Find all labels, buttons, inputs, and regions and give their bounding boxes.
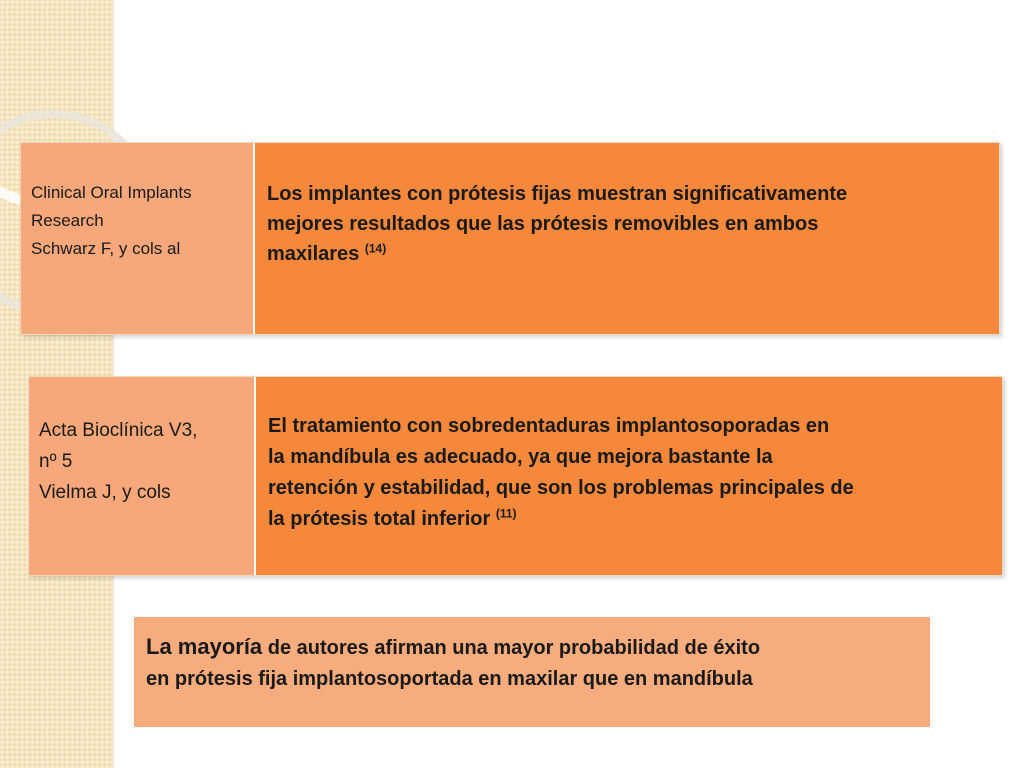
source-line: nº 5 <box>39 451 73 472</box>
source-cell <box>21 143 255 334</box>
source-line: Schwarz F, y cols al <box>31 239 181 258</box>
finding-line: retención y estabilidad, que son los problemas principales de <box>268 477 854 499</box>
conclusion-lead: La mayoría <box>146 634 263 659</box>
finding-text: la prótesis total inferior <box>268 508 491 530</box>
conclusion-line-2: en prótesis fija implantosoportada en maxilar que en mandíbula <box>146 668 753 690</box>
reference-number: (14) <box>364 241 387 256</box>
source-line: Research <box>31 211 104 230</box>
finding-line: El tratamiento con sobredentaduras implantosoporadas en <box>268 415 830 437</box>
reference-number: (11) <box>495 506 517 521</box>
source-line: Vielma J, y cols <box>39 482 171 503</box>
source-cell <box>29 377 256 575</box>
finding-cell <box>256 377 1002 575</box>
finding-cell <box>255 143 999 334</box>
study-card-1 <box>20 142 1000 335</box>
finding-text: maxilares <box>267 243 360 265</box>
source-line: Clinical Oral Implants <box>31 183 192 202</box>
finding-line-last <box>267 239 987 269</box>
conclusion-text: de autores afirman una mayor probabilidad de éxito <box>262 637 761 659</box>
finding-line: Los implantes con prótesis fijas muestran significativamente <box>267 183 848 205</box>
conclusion-box <box>134 617 930 727</box>
finding-line: mejores resultados que las prótesis removibles en ambos <box>267 213 819 235</box>
conclusion-line-1 <box>146 631 918 664</box>
finding-line-last <box>268 504 990 535</box>
finding-line: la mandíbula es adecuado, ya que mejora bastante la <box>268 446 773 468</box>
study-card-2 <box>28 376 1003 576</box>
source-line: Acta Bioclínica V3, <box>39 420 198 441</box>
